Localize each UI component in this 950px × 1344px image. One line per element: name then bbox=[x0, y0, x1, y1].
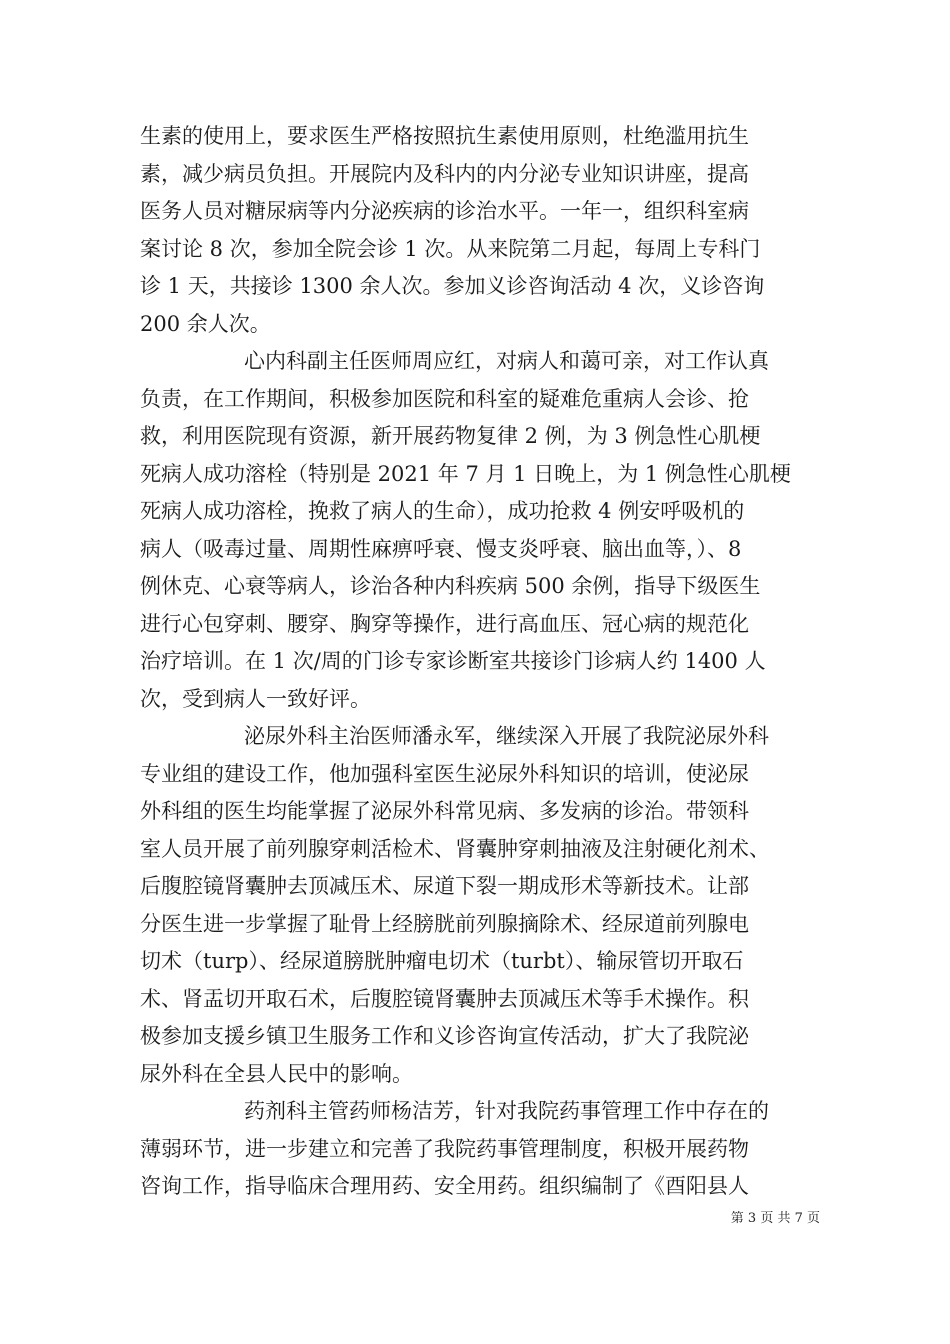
text-line: 薄弱环节，进一步建立和完善了我院药事管理制度，积极开展药物 bbox=[140, 1136, 749, 1161]
body-text bbox=[140, 118, 820, 1206]
text-line: 死病人成功溶栓（特别是 2021 年 7 月 1 日晚上，为 1 例急性心肌梗 bbox=[140, 461, 791, 486]
text-line: 术、肾盂切开取石术，后腹腔镜肾囊肿去顶减压术等手术操作。积 bbox=[140, 986, 749, 1011]
text-line: 后腹腔镜肾囊肿去顶减压术、尿道下裂一期成形术等新技术。让部 bbox=[140, 874, 749, 898]
text-line: 救，利用医院现有资源，新开展药物复律 2 例，为 3 例急性心肌梗 bbox=[140, 424, 761, 448]
paragraph-first-line: 泌尿外科主治医师潘永军，继续深入开展了我院泌尿外科 bbox=[244, 724, 769, 748]
text-line: 200 余人次。 bbox=[140, 311, 271, 336]
text-line: 病人（吸毒过量、周期性麻痹呼衰、慢支炎呼衰、脑出血等，）、8 bbox=[140, 536, 742, 561]
text-line: 负责，在工作期间，积极参加医院和科室的疑难危重病人会诊、抢 bbox=[140, 386, 749, 411]
text-line: 案讨论 8 次，参加全院会诊 1 次。从来院第二月起，每周上专科门 bbox=[140, 236, 761, 261]
text-line: 死病人成功溶栓，挽救了病人的生命），成功抢救 4 例安呼吸机的 bbox=[140, 499, 745, 523]
text-line: 咨询工作，指导临床合理用药、安全用药。组织编制了《酉阳县人 bbox=[140, 1174, 749, 1198]
text-line: 室人员开展了前列腺穿刺活检术、肾囊肿穿刺抽液及注射硬化剂术、 bbox=[140, 836, 770, 861]
text-line: 例休克、心衰等病人，诊治各种内科疾病 500 余例，指导下级医生 bbox=[140, 574, 761, 598]
text-line: 次，受到病人一致好评。 bbox=[140, 686, 371, 711]
paragraph-first-line: 心内科副主任医师周应红，对病人和蔼可亲，对工作认真 bbox=[244, 349, 769, 373]
text-line: 专业组的建设工作，他加强科室医生泌尿外科知识的培训，使泌尿 bbox=[140, 761, 749, 786]
text-line: 生素的使用上，要求医生严格按照抗生素使用原则，杜绝滥用抗生 bbox=[140, 124, 749, 148]
paragraph-first-line: 药剂科主管药师杨洁芳，针对我院药事管理工作中存在的 bbox=[244, 1099, 769, 1123]
page-number-footer: 第 3 页 共 7 页 bbox=[730, 1211, 820, 1226]
text-line: 医务人员对糖尿病等内分泌疾病的诊治水平。一年一，组织科室病 bbox=[140, 199, 749, 223]
text-line: 治疗培训。在 1 次/周的门诊专家诊断室共接诊门诊病人约 1400 人 bbox=[140, 649, 766, 673]
text-line: 进行心包穿刺、腰穿、胸穿等操作，进行高血压、冠心病的规范化 bbox=[140, 611, 749, 636]
text-line: 切术（turp）、经尿道膀胱肿瘤电切术（turbt）、输尿管切开取石 bbox=[140, 949, 744, 973]
text-line: 诊 1 天，共接诊 1300 余人次。参加义诊咨询活动 4 次，义诊咨询 bbox=[140, 274, 765, 298]
text-line: 尿外科在全县人民中的影响。 bbox=[140, 1061, 413, 1086]
text-line: 极参加支援乡镇卫生服务工作和义诊咨询宣传活动，扩大了我院泌 bbox=[140, 1024, 749, 1048]
text-line: 素，减少病员负担。开展院内及科内的内分泌专业知识讲座，提高 bbox=[140, 161, 749, 186]
text-line: 外科组的医生均能掌握了泌尿外科常见病、多发病的诊治。带领科 bbox=[140, 799, 749, 823]
text-line: 分医生进一步掌握了耻骨上经膀胱前列腺摘除术、经尿道前列腺电 bbox=[140, 911, 749, 936]
